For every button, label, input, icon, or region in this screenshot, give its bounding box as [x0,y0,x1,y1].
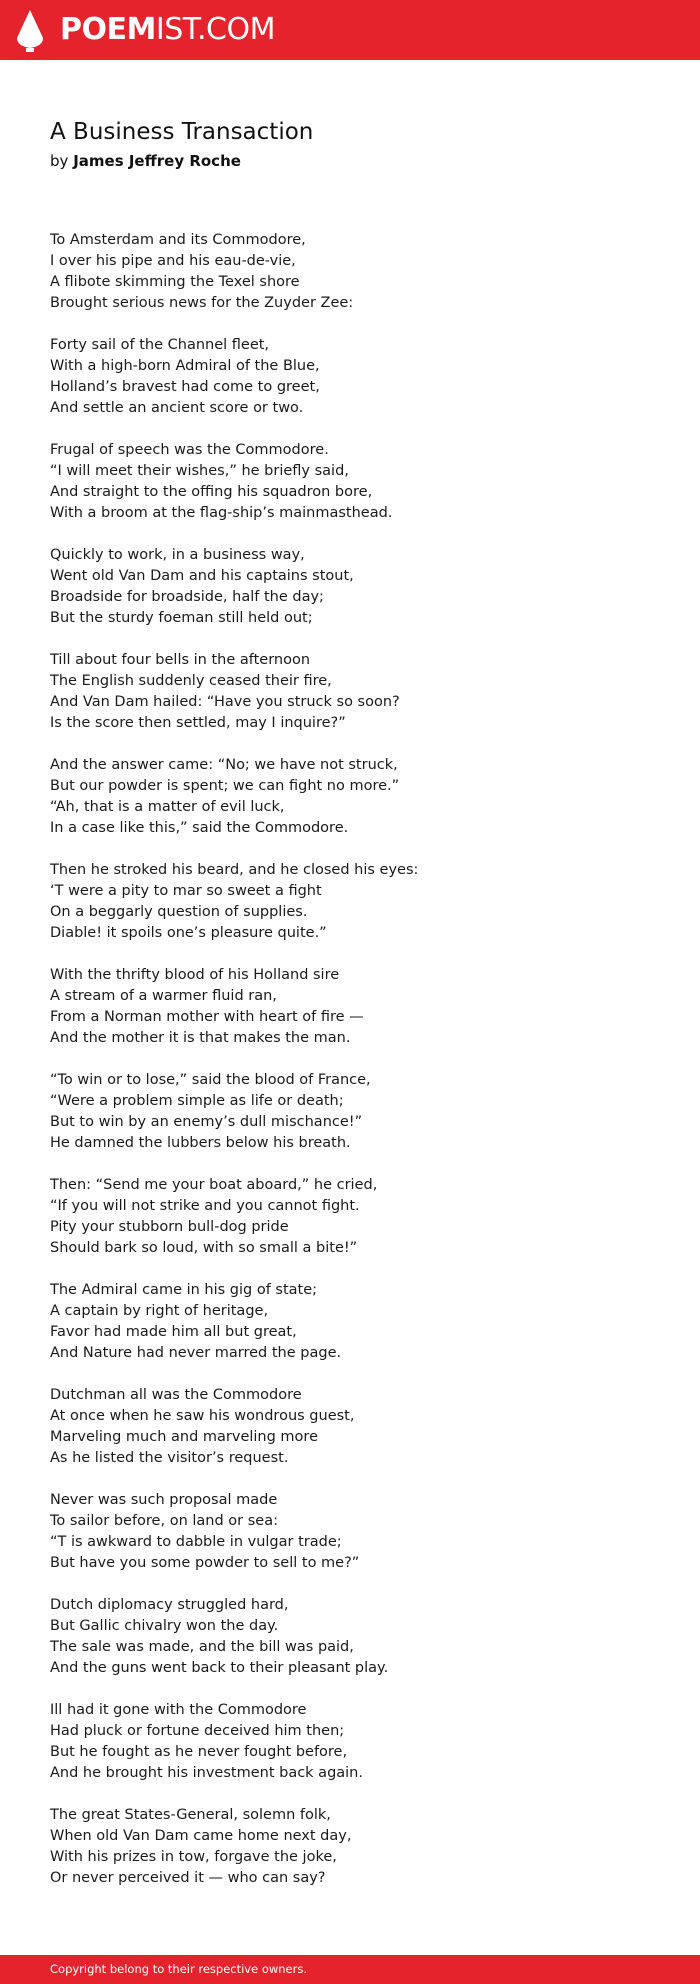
poem-body [50,230,650,1889]
poem-line: As he listed the visitor’s request. [50,1450,289,1466]
poem-line: “To win or to lose,” said the blood of France, [50,1072,371,1088]
poem-line: And straight to the offing his squadron bore, [50,484,373,500]
poem-stanza [50,545,650,629]
poem-stanza [50,1070,650,1154]
poem-line: Till about four bells in the afternoon [50,652,311,668]
poem-line: From a Norman mother with heart of fire — [50,1009,364,1025]
poem-stanza [50,860,650,944]
poem-stanza [50,335,650,419]
poem-line: Then: “Send me your boat aboard,” he cried, [50,1177,378,1193]
poem-line: The sale was made, and the bill was paid, [50,1639,354,1655]
poem-line: A stream of a warmer fluid ran, [50,988,277,1004]
poem-line: Broadside for broadside, half the day; [50,589,324,605]
poem-line: Brought serious news for the Zuyder Zee: [50,295,354,311]
logo-light-text: IST.COM [155,12,275,47]
poem-line: The Admiral came in his gig of state; [50,1282,318,1298]
poem-line: Then he stroked his beard, and he closed his eyes: [50,862,419,878]
poem-line: When old Van Dam came home next day, [50,1828,352,1844]
poem-line: Frugal of speech was the Commodore. [50,442,329,458]
poem-line: With a broom at the flag-ship’s mainmasthead. [50,505,393,521]
poem-stanza [50,1595,650,1679]
poem-stanza [50,1700,650,1784]
poem-line: “T is awkward to dabble in vulgar trade; [50,1534,342,1550]
poem-line: And Nature had never marred the page. [50,1345,342,1361]
poem-stanza [50,1280,650,1364]
poem-line: “If you will not strike and you cannot fight. [50,1198,360,1214]
poem-line: Ill had it gone with the Commodore [50,1702,307,1718]
poem-line: To Amsterdam and its Commodore, [50,232,306,248]
poem-line: The great States-General, solemn folk, [50,1807,331,1823]
poem-line: Pity your stubborn bull-dog pride [50,1219,289,1235]
poem-stanza [50,1385,650,1469]
poem-line: And the mother it is that makes the man. [50,1030,351,1046]
poem-stanza [50,440,650,524]
poem-byline [50,150,650,172]
site-footer [0,1955,700,1984]
byline-prefix: by [50,152,69,170]
footer-copyright: Copyright belong to their respective owners. [50,1962,308,1976]
poem-line: But the sturdy foeman still held out; [50,610,313,626]
poem-line: Favor had made him all but great, [50,1324,297,1340]
poem-line: He damned the lubbers below his breath. [50,1135,351,1151]
poem-stanza [50,1490,650,1574]
poem-line: Diable! it spoils one’s pleasure quite.” [50,925,327,941]
poem-line: But to win by an enemy’s dull mischance!” [50,1114,363,1130]
poem-line: At once when he saw his wondrous guest, [50,1408,355,1424]
poem-line: Forty sail of the Channel fleet, [50,337,270,353]
poem-line: A captain by right of heritage, [50,1303,269,1319]
poem-stanza [50,1805,650,1889]
poem-line: And the answer came: “No; we have not struck, [50,757,398,773]
poem-line: Dutch diplomacy struggled hard, [50,1597,289,1613]
poem-line: “Ah, that is a matter of evil luck, [50,799,285,815]
poem-line: And settle an ancient score or two. [50,400,304,416]
poem-line: And the guns went back to their pleasant play. [50,1660,389,1676]
logo-bold-text: POEM [60,12,156,47]
poem-line: Quickly to work, in a business way, [50,547,305,563]
poem-line: Or never perceived it — who can say? [50,1870,326,1886]
poem-line: Dutchman all was the Commodore [50,1387,302,1403]
site-logo[interactable] [60,11,275,49]
poem-stanza [50,650,650,734]
poem-line: To sailor before, on land or sea: [50,1513,278,1529]
poem-line: And Van Dam hailed: “Have you struck so soon? [50,694,400,710]
poem-line: Had pluck or fortune deceived him then; [50,1723,345,1739]
poem-line: Holland’s bravest had come to greet, [50,379,320,395]
poem-line: With the thrifty blood of his Holland sire [50,967,340,983]
poem-line: The English suddenly ceased their fire, [50,673,332,689]
poem-line: On a beggarly question of supplies. [50,904,308,920]
poem-line: Should bark so loud, with so small a bite!” [50,1240,358,1256]
site-header [0,0,700,60]
poem-title: A Business Transaction [50,119,314,145]
poem-content [50,114,650,1910]
poem-line: A flibote skimming the Texel shore [50,274,300,290]
poem-line: Marveling much and marveling more [50,1429,318,1445]
poem-line: And he brought his investment back again. [50,1765,363,1781]
poem-line: Is the score then settled, may I inquire?” [50,715,346,731]
poem-line: With his prizes in tow, forgave the joke, [50,1849,337,1865]
poem-line: But have you some powder to sell to me?” [50,1555,360,1571]
poem-line: With a high-born Admiral of the Blue, [50,358,320,374]
poem-stanza [50,755,650,839]
poem-line: “Were a problem simple as life or death; [50,1093,344,1109]
poem-line: ‘T were a pity to mar so sweet a fight [50,883,322,899]
poem-line: But Gallic chivalry won the day. [50,1618,279,1634]
poem-author[interactable]: James Jeffrey Roche [73,152,241,170]
poem-stanza [50,230,650,314]
poem-stanza [50,965,650,1049]
poem-stanza [50,1175,650,1259]
poem-line: In a case like this,” said the Commodore. [50,820,349,836]
pen-nib-icon [17,10,43,52]
poem-line: Went old Van Dam and his captains stout, [50,568,354,584]
poem-line: But our powder is spent; we can fight no more.” [50,778,400,794]
poem-line: “I will meet their wishes,” he briefly said, [50,463,349,479]
poem-line: But he fought as he never fought before, [50,1744,348,1760]
poem-line: I over his pipe and his eau-de-vie, [50,253,296,269]
poem-line: Never was such proposal made [50,1492,278,1508]
